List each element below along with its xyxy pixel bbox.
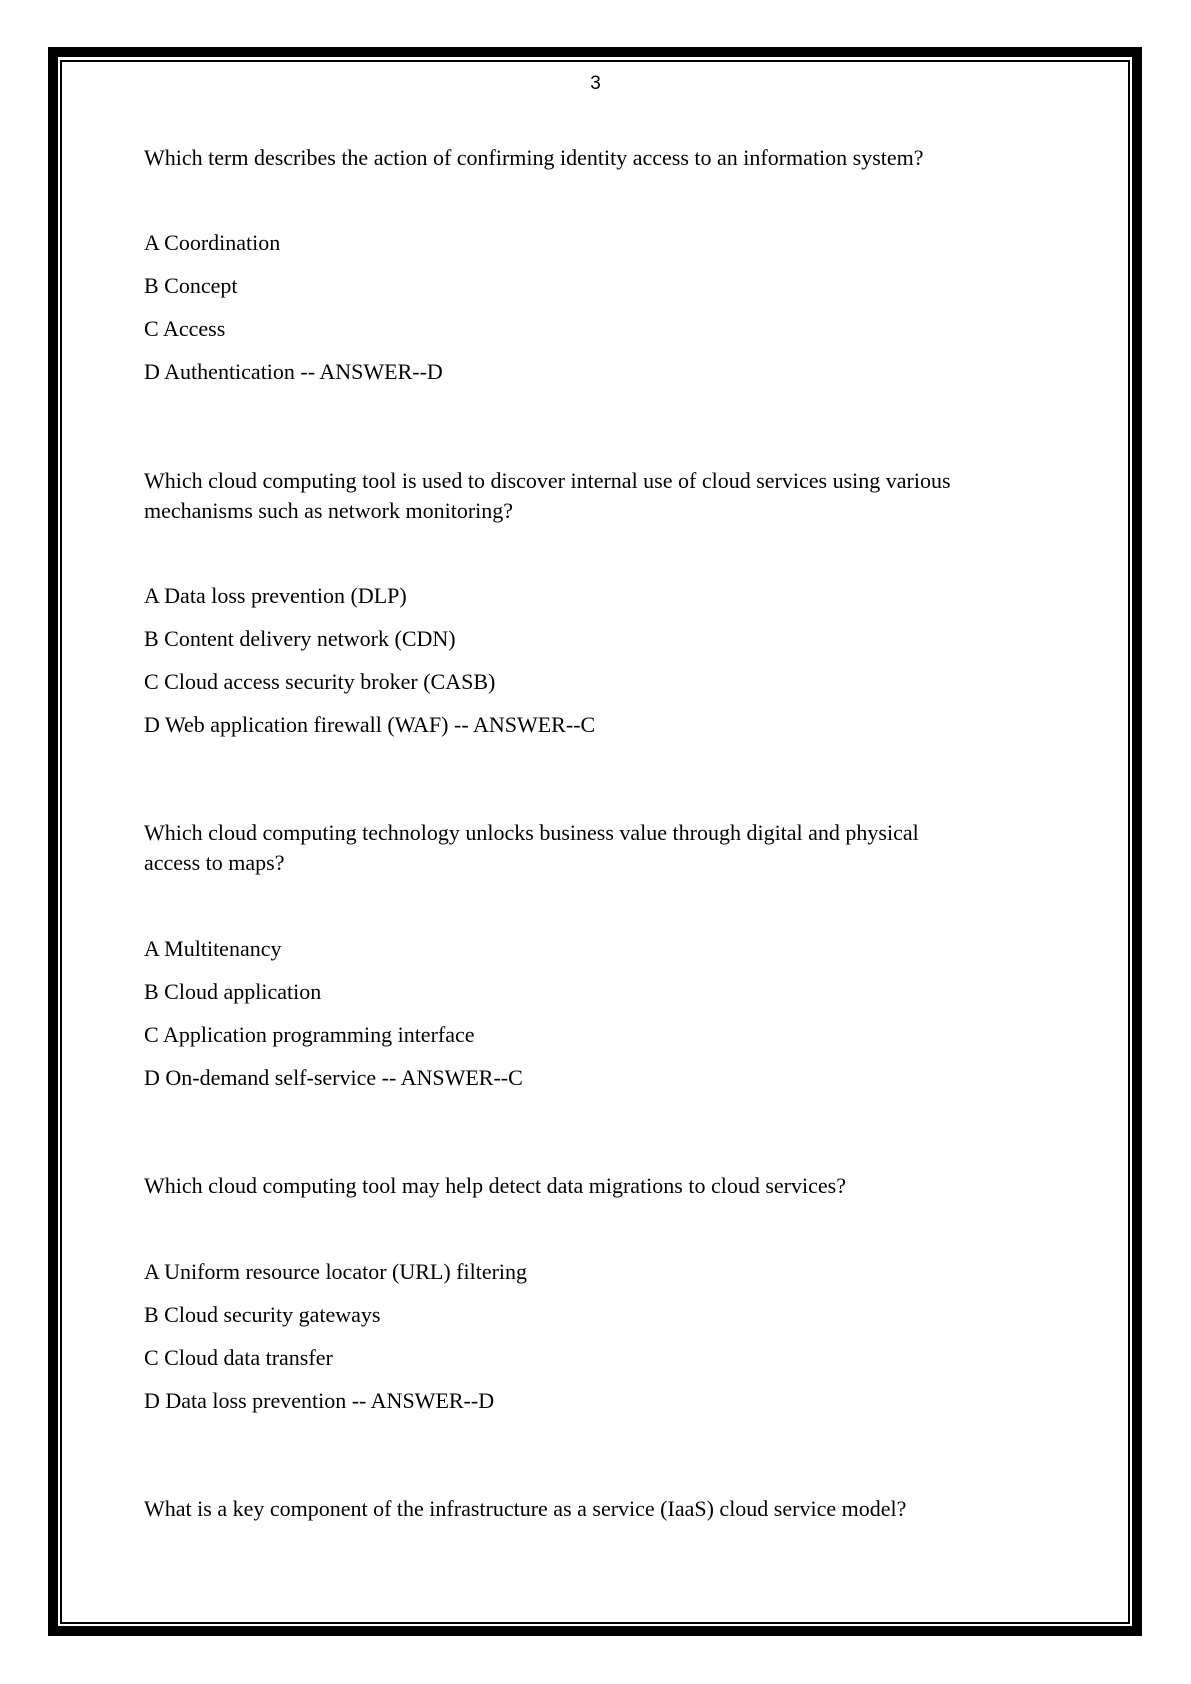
- answer-option: D Authentication -- ANSWER--D: [144, 359, 443, 384]
- answer-option: C Application programming interface: [144, 1022, 475, 1047]
- answer-option: C Access: [144, 316, 226, 341]
- answer-option: D Web application firewall (WAF) -- ANSWER--C: [144, 712, 596, 737]
- question-text: access to maps?: [144, 850, 285, 875]
- question-text: What is a key component of the infrastructure as a service (IaaS) cloud service model?: [144, 1496, 907, 1521]
- answer-option: C Cloud access security broker (CASB): [144, 669, 496, 694]
- question-text: mechanisms such as network monitoring?: [144, 498, 514, 523]
- answer-option: A Data loss prevention (DLP): [144, 583, 407, 608]
- answer-option: B Cloud security gateways: [144, 1302, 381, 1327]
- answer-option: A Uniform resource locator (URL) filtering: [144, 1259, 528, 1284]
- answer-option: A Coordination: [144, 230, 281, 255]
- answer-option: B Content delivery network (CDN): [144, 626, 456, 651]
- answer-option: A Multitenancy: [144, 936, 282, 961]
- answer-option: B Concept: [144, 273, 238, 298]
- question-text: Which cloud computing tool may help detect data migrations to cloud services?: [144, 1173, 846, 1198]
- page-number: 3: [590, 73, 601, 94]
- question-text: Which cloud computing technology unlocks business value through digital and physical: [144, 820, 919, 845]
- question-text: Which cloud computing tool is used to discover internal use of cloud services using various: [144, 468, 951, 493]
- question-text: Which term describes the action of confirming identity access to an information system?: [144, 145, 924, 170]
- answer-option: D Data loss prevention -- ANSWER--D: [144, 1388, 495, 1413]
- answer-option: D On-demand self-service -- ANSWER--C: [144, 1065, 523, 1090]
- answer-option: C Cloud data transfer: [144, 1345, 333, 1370]
- answer-option: B Cloud application: [144, 979, 322, 1004]
